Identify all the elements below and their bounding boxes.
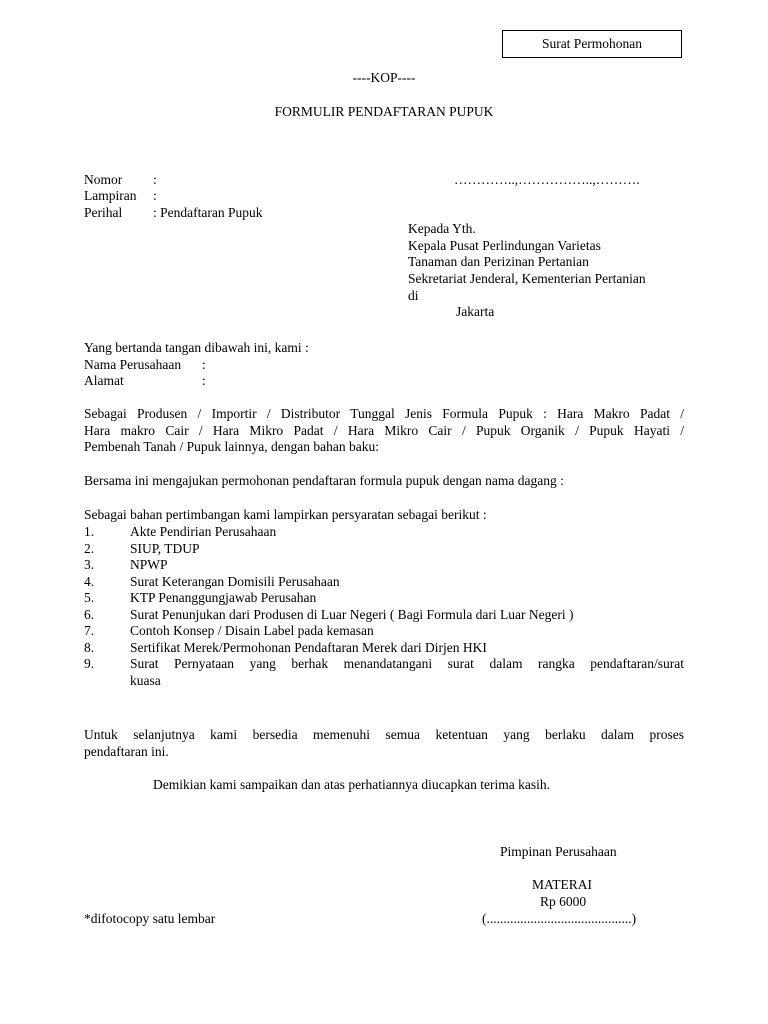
list-item-text: Sertifikat Merek/Permohonan Pendaftaran Merek dari Dirjen HKI [130,639,487,655]
document-type-box [502,30,682,58]
stamp-duty-label: MATERAI [532,877,592,892]
list-item [84,524,684,541]
recipient-line-4: di [408,288,419,303]
perihal-field [84,205,262,222]
nomor-label: Nomor [84,172,123,187]
list-item-text: Surat Penunjukan dari Produsen di Luar Negeri ( Bagi Formula dari Luar Negeri ) [130,606,574,622]
list-item [84,607,684,624]
request-paragraph: Bersama ini mengajukan permohonan pendaftaran formula pupuk dengan nama dagang : [84,473,564,488]
nomor-field [84,172,157,189]
address-colon: : [202,373,206,388]
list-item-number: 6. [84,606,95,622]
list-item-text [130,656,684,689]
signatory-title: Pimpinan Perusahaan [500,844,617,859]
lampiran-label: Lampiran [84,188,137,203]
perihal-value: : Pendaftaran Pupuk [153,205,263,220]
list-item-number: 8. [84,639,95,655]
list-item [84,574,684,591]
list-item-text: Contoh Konsep / Disain Label pada kemasan [130,623,374,638]
list-item-text-line: Surat Pernyataan yang berhak menandatangani surat dalam rangka pendaftaran/surat [130,656,684,671]
list-item-number: 3. [84,557,95,572]
lampiran-colon: : [153,188,157,203]
paragraph-line: Hara makro Cair / Hara Mikro Padat / Hara Mikro Cair / Pupuk Organik / Pupuk Hayati / [84,422,684,438]
paragraph-line: pendaftaran ini. [84,743,169,759]
applicant-type-paragraph [84,406,684,456]
list-item [84,623,684,640]
recipient-city: Jakarta [456,304,495,319]
company-name-label: Nama Perusahaan [84,357,182,372]
date-placeholder: …………..,……………..,………. [454,172,640,187]
list-item-number: 7. [84,623,95,638]
list-item-number: 4. [84,573,95,589]
company-name-colon: : [202,357,206,372]
page-title: FORMULIR PENDAFTARAN PUPUK [274,104,494,119]
document-type-label: Surat Permohonan [541,36,643,51]
signatory-name-placeholder: (...........................................) [482,911,637,926]
list-item-number: 9. [84,656,95,671]
recipient-line-3: Sekretariat Jenderal, Kementerian Pertanian [408,271,646,286]
list-item-number: 5. [84,590,95,605]
closing-paragraph [84,727,684,760]
list-item-text-line: kuasa [130,672,161,688]
list-item-text: NPWP [130,557,168,572]
paragraph-line: Untuk selanjutnya kami bersedia memenuhi semua ketentuan yang berlaku dalam proses [84,727,684,742]
lampiran-field [84,188,157,205]
nomor-colon: : [153,172,157,187]
list-item-number: 1. [84,524,95,539]
list-item-text: Akte Pendirian Perusahaan [130,524,277,539]
kop-placeholder: ----KOP---- [352,70,416,85]
address-label: Alamat [84,373,124,388]
list-item [84,590,684,607]
paragraph-line: Sebagai Produsen / Importir / Distributor Tunggal Jenis Formula Pupuk : Hara Makro Padat / [84,406,684,421]
recipient-greeting: Kepada Yth. [408,221,476,236]
paragraph-line: Pembenah Tanah / Pupuk lainnya, dengan bahan baku: [84,439,379,454]
list-item [84,640,684,657]
list-item-text: Surat Keterangan Domisili Perusahaan [130,573,340,589]
perihal-label: Perihal [84,205,123,220]
list-item [84,656,684,689]
stamp-duty-amount: Rp 6000 [540,894,587,909]
address-field [84,373,206,390]
footnote: *difotocopy satu lembar [84,911,216,926]
company-name-field [84,357,206,374]
requirements-list [84,524,684,689]
applicant-intro: Yang bertanda tangan dibawah ini, kami : [84,340,309,355]
list-item-text: SIUP, TDUP [130,540,200,556]
recipient-line-1: Kepala Pusat Perlindungan Varietas [408,238,601,253]
list-item-text: KTP Penanggungjawab Perusahan [130,590,317,605]
list-item [84,541,684,558]
thanks-line: Demikian kami sampaikan dan atas perhatiannya diucapkan terima kasih. [153,777,550,792]
list-item-number: 2. [84,540,95,556]
list-item [84,557,684,574]
recipient-line-2: Tanaman dan Perizinan Pertanian [408,254,589,269]
requirements-intro: Sebagai bahan pertimbangan kami lampirkan persyaratan sebagai berikut : [84,507,487,522]
